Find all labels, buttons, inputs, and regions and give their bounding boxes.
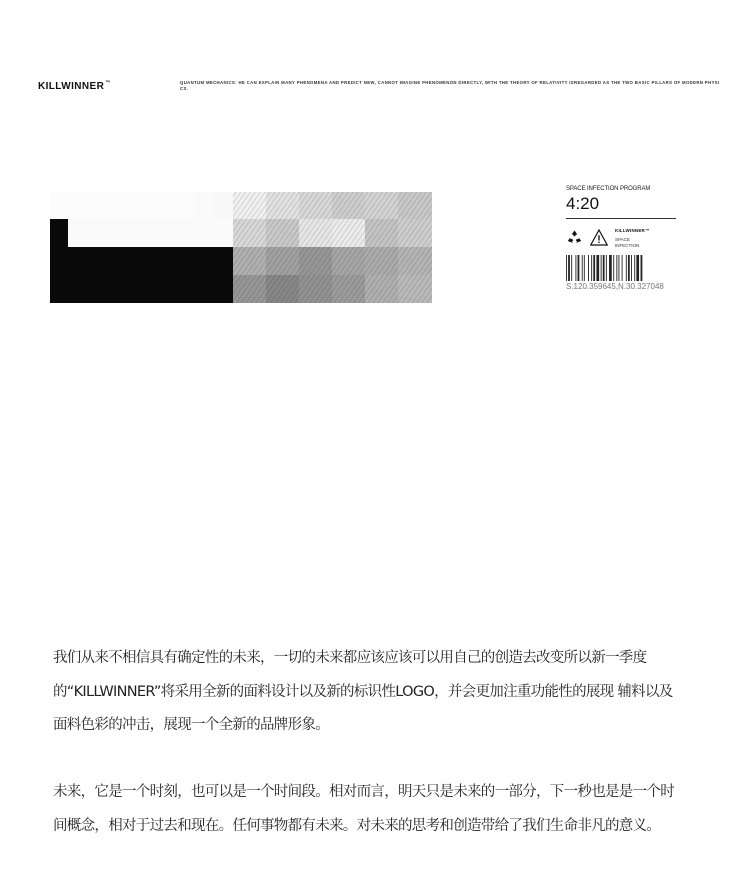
program-label: SPACE INFECTION PROGRAM (566, 186, 651, 192)
time-display: 4:20 (566, 194, 600, 213)
pixel-mosaic-image (50, 192, 432, 303)
barcode (566, 255, 677, 281)
divider (566, 218, 676, 219)
icon-row (566, 225, 678, 251)
header (38, 80, 718, 100)
warning-icon (590, 229, 608, 246)
tagline: QUANTUM MECHANICS: HE CAN EXPLAIN MANY PHENOMENA AND PREDICT NEW, CANNOT IMAGINE PHENOMENON DIRECTLY, WITH THE THEORY OF RELATIVITY ISREGARDED AS THE TWO BASIC PILLARS OF MODERN PHYSICS. (180, 80, 720, 91)
paragraph-1: 我们从来不相信具有确定性的未来，一切的未来都应该应该可以用自己的创造去改变所以新一季度的“KILLWINNER”将采用全新的面料设计以及新的标识性LOGO，并会更加注重功能性的展现 辅料以及面料色彩的冲击，展现一个全新的品牌形象。 (53, 650, 673, 733)
mini-brand: KILLWINNER™ (615, 228, 650, 233)
brand-logo: KILLWINNER™ (38, 80, 111, 92)
paragraph-2: 未来，它是一个时刻，也可以是一个时间段。相对而言，明天只是未来的一部分，下一秒也是是一个时间概念，相对于过去和现在。任何事物都有未来。对未来的思考和创造带给了我们生命非凡的意义。 (53, 784, 674, 834)
trademark: ™ (105, 80, 111, 86)
mini-subtitle: SPACE INFECTION (615, 237, 640, 248)
info-panel (566, 186, 678, 291)
recycle-icon (566, 229, 583, 246)
coordinates: S.120.359645,N.30.327048 (566, 282, 664, 291)
